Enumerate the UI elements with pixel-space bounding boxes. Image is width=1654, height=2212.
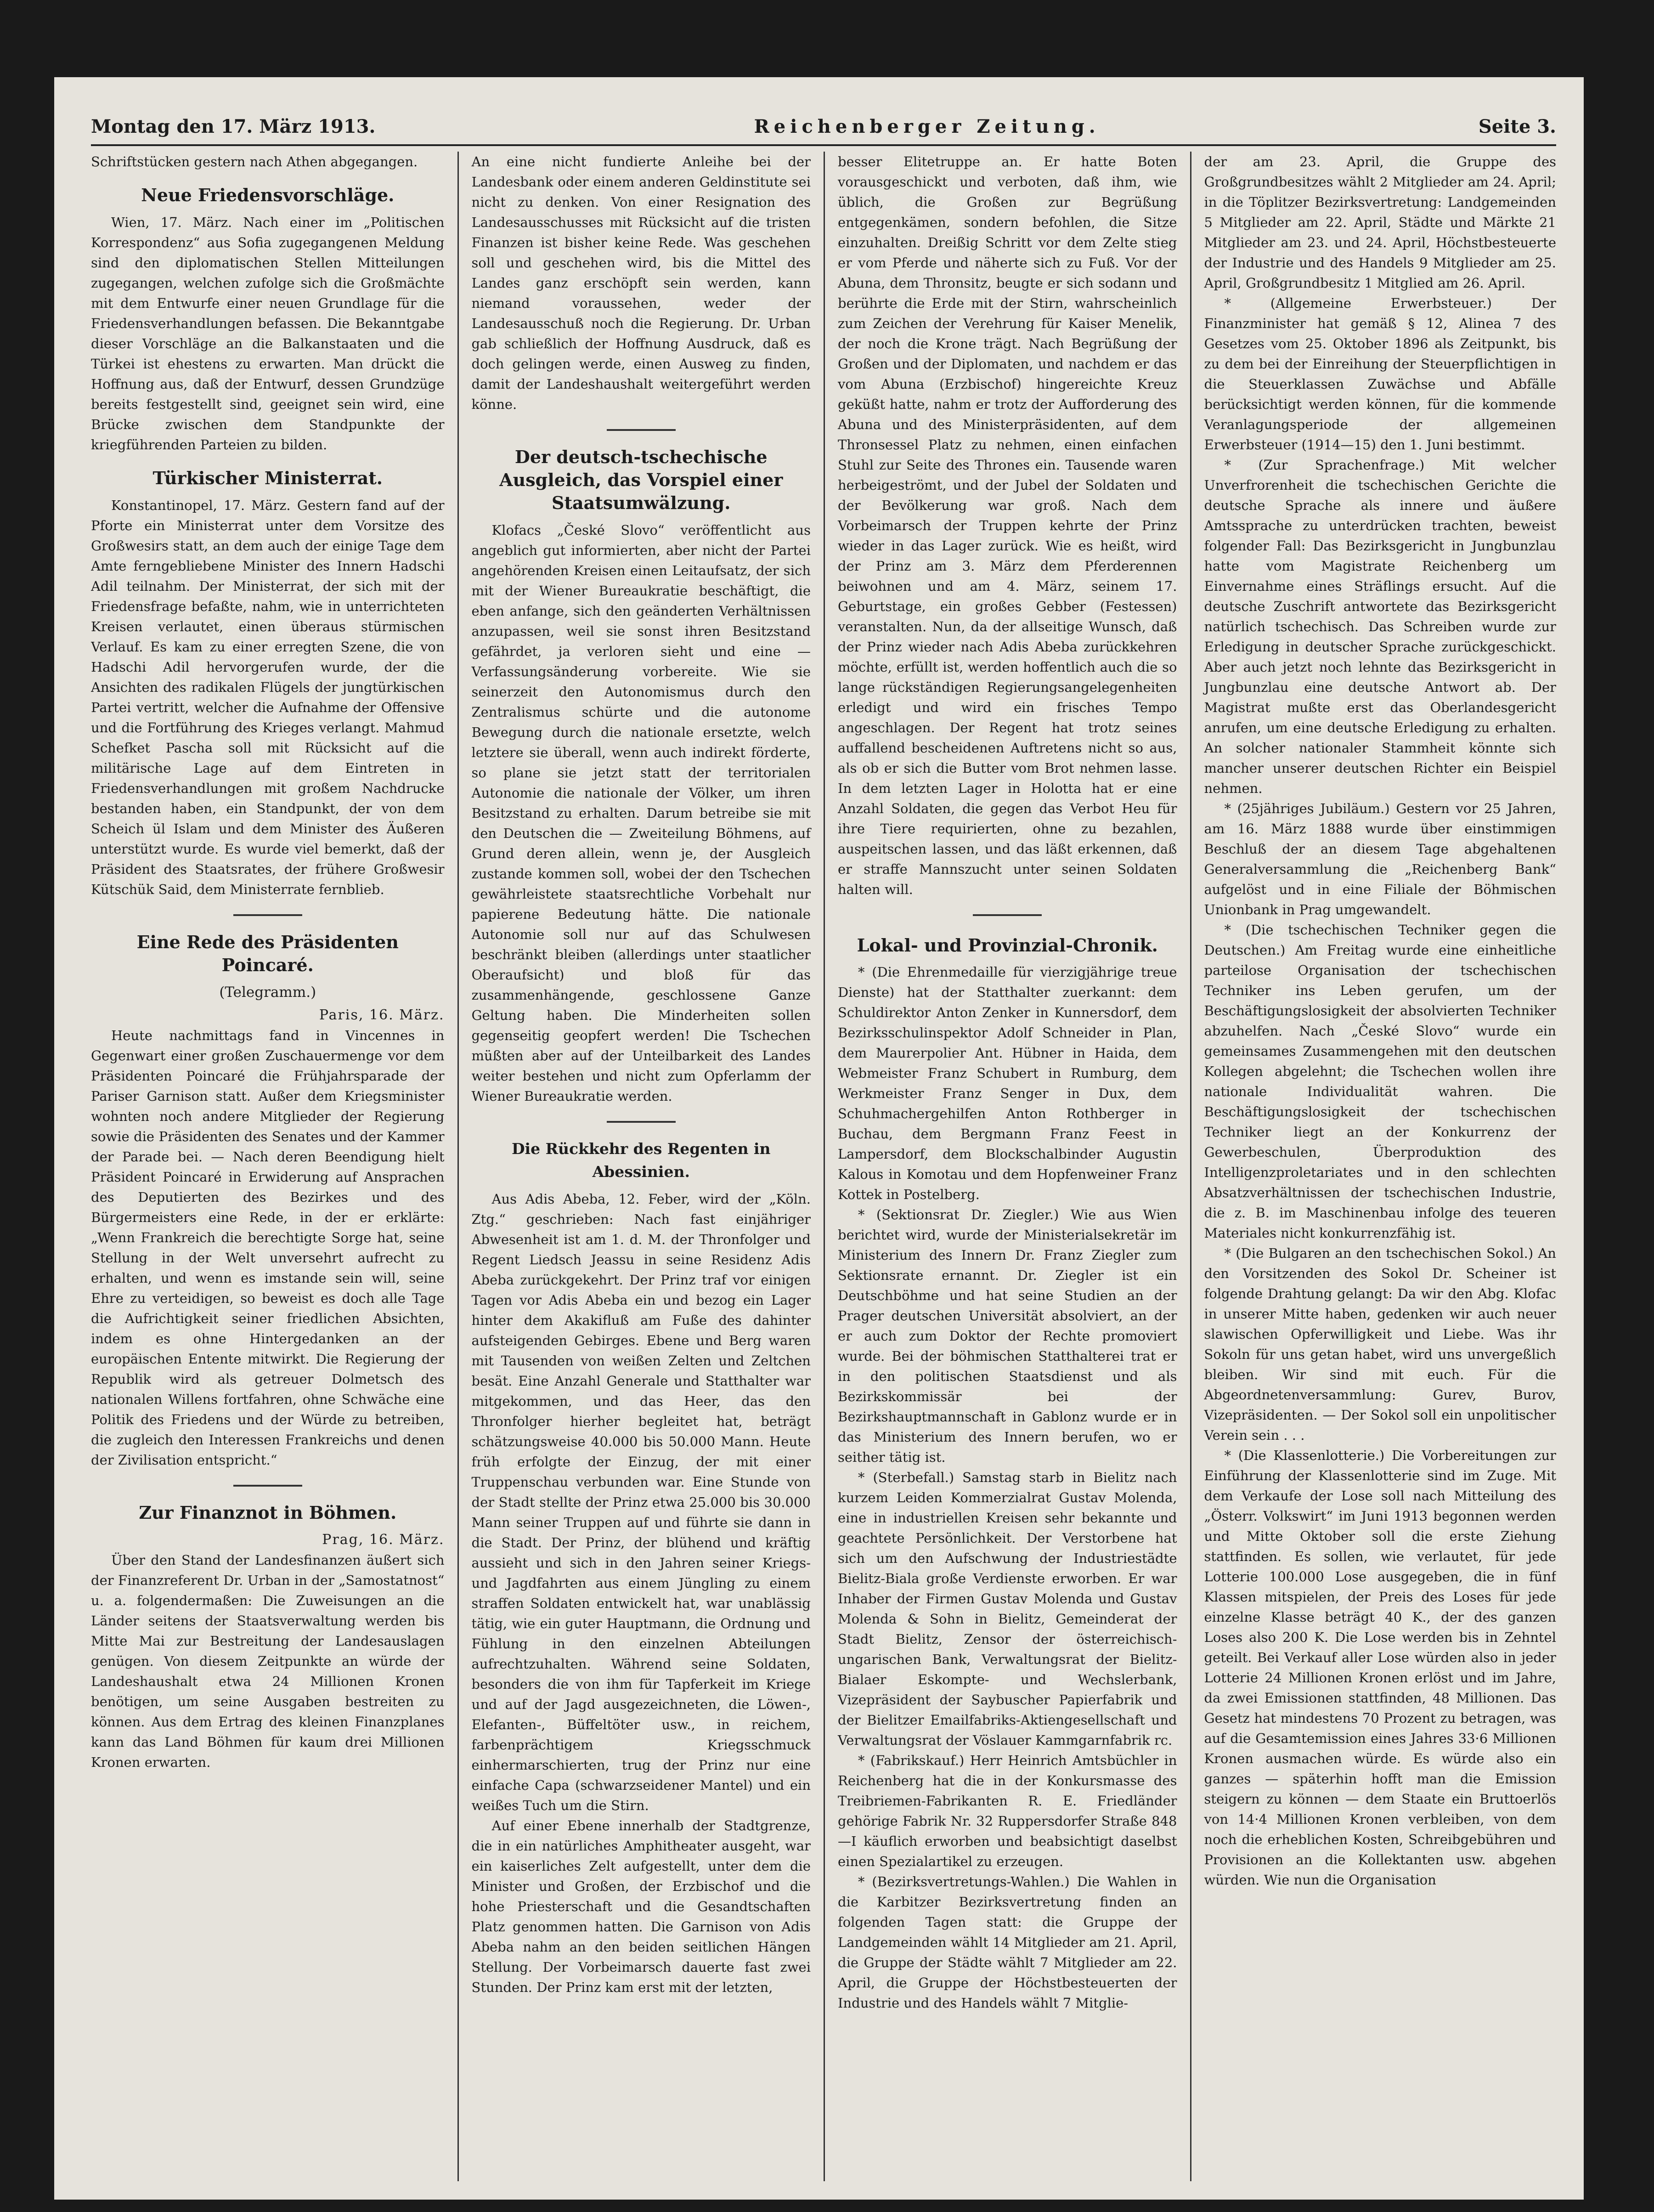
newspaper-title: Reichenberger Zeitung.	[754, 115, 1100, 137]
headline-poincare: Eine Rede des Präsidenten Poincaré.	[136, 932, 399, 975]
column-2	[457, 152, 824, 2181]
paragraph: * (Sektionsrat Dr. Ziegler.) Wie aus Wien berichtet wird, wurde der Ministerialsekretär im Ministerium des Innern Dr. Franz Ziegler zum Sektionsrate ernannt. Dr. Ziegler ist ein Deutschböhme und hat seine Studien an der Prager deutschen Universität absolviert, an der er auch zum Doktor der Rechte promoviert wurde. Bei der böhmischen Statthalterei trat er in den politischen Staatsdienst und als Bezirkskommissär bei der Bezirkshauptmannschaft in Gablonz wurde er in das Ministerium des Innern berufen, wo er seither tätig ist.	[838, 1207, 1177, 1465]
paragraph: * (Die tschechischen Techniker gegen die Deutschen.) Am Freitag wurde eine einheitliche parteilose Organisation der tschechischen Techniker ins Leben gerufen, um der Beschäftigungslosigkeit der absolvierten Techniker abzuhelfen. Nach „České Slovo“ wurde ein gemeinsames Zusammengehen mit den deutschen Kollegen abgelehnt; die Tschechen wollen ihre nationale Individualität wahren. Die Beschäftigungslosigkeit der tschechischen Techniker liegt an der Konkurrenz der Gewerbeschulen, Überproduktion des Intelligenzproletariates und in den schlechten Absatzverhältnissen der tschechischen Industrie, die z. B. im Maschinenbau infolge des teueren Materiales nicht konkurrenzfähig ist.	[1204, 922, 1556, 1241]
column-4	[1190, 152, 1557, 2181]
paragraph: * (Die Ehrenmedaille für vierzigjährige treue Dienste) hat der Statthalter zuerkannt: dem Schuldirektor Anton Zenker in Kunnersdorf, dem Bezirksschulinspektor Adolf Schneider in Plan, dem Maurerpolier Ant. Hübner in Haida, dem Webmeister Franz Schubert in Rumburg, dem Werkmeister Franz Senger in Dux, dem Schuhmachergehilfen Anton Rothberger in Buchau, dem Bergmann Franz Feest in Lampersdorf, dem Blockschalbinder Augustin Kalous in Komotau und dem Hopfenweiner Franz Kottek in Postelberg.	[838, 964, 1177, 1202]
paragraph: * (Die Bulgaren an den tschechischen Sokol.) An den Vorsitzenden des Sokol Dr. Scheiner ist folgende Drahtung gelangt: Da wir den Abg. Klofac in unserer Mitte haben, gedenken wir auch neuer slawischen Opferwilligkeit und Liebe. Was ihr Sokoln für uns getan habet, wird uns unvergeßlich bleiben. Wir sind mit euch. Für die Abgeordnetenversammlung: Gurev, Burov, Vizepräsidenten. — Der Sokol soll ein unpolitischer Verein sein . . .	[1204, 1245, 1556, 1443]
newspaper-page	[54, 77, 1584, 2200]
paragraph: Über den Stand der Landesfinanzen äußert sich der Finanzreferent Dr. Urban in der „Samostatnost“ u. a. folgendermaßen: Die Zuweisungen an die Länder seitens der Staatsverwaltung werden bis Mitte Mai zur Bestreitung der Landesauslagen genügen. Von diesem Zeitpunkte an würde der Landeshaushalt etwa 24 Millionen Kronen benötigen, um seine Ausgaben bestreiten zu können. Aus dem Ertrag des kleinen Finanzplanes kann das Land Böhmen für kaum drei Millionen Kronen erwarten.	[91, 1552, 445, 1770]
paragraph: An eine nicht fundierte Anleihe bei der Landesbank oder einem anderen Geldinstitute sei nicht zu denken. Von einer Resignation des Landesausschusses mit Rücksicht auf die tristen Finanzen ist bisher keine Rede. Was geschehen soll und geschehen wird, bis die Mittel des Landes ganz erschöpft sein werden, kann niemand voraussehen, weder der Landesausschuß noch die Regierung. Dr. Urban gab schließlich der Hoffnung Ausdruck, daß es doch gelingen werde, einen Ausweg zu finden, damit der Landeshaushalt weitergeführt werden könne.	[471, 154, 811, 412]
paragraph: * (Die Klassenlotterie.) Die Vorbereitungen zur Einführung der Klassenlotterie sind im Zuge. Mit dem Verkaufe der Lose soll nach Mitteilung des „Österr. Volkswirt“ im Juni 1913 begonnen werden und Mitte Oktober soll die erste Ziehung stattfinden. Es sollen, wie verlautet, für jede Lotterie 100.000 Lose ausgegeben, die in fünf Klassen mitspielen, der Preis des Loses für jede einzelne Klasse beträgt 40 K., der des ganzen Loses also 200 K. Die Lose werden bis in Zehntel geteilt. Bei Verkauf aller Lose würden also in jeder Lotterie 24 Millionen Kronen erlöst und im Jahre, da zwei Emissionen stattfinden, 48 Millionen. Das Gesetz hat mindestens 70 Prozent zu betragen, was auf die Gesamtemission eines Jahres 33·6 Millionen Kronen ausmachen würde. Es würde also ein ganzes — späterhin hofft man die Emission steigern zu können — dem Staate ein Bruttoerlös von 14·4 Millionen Kronen verbleiben, von dem noch die erheblichen Kosten, Schreibgebühren und Provisionen an die Kollektanten usw. abgehen würden. Wie nun die Organisation	[1204, 1448, 1556, 1888]
paragraph: Wien, 17. März. Nach einer im „Politischen Korrespondenz“ aus Sofia zugegangenen Meldung sind den diplomatischen Stellen Mitteilungen zugegangen, welchen zufolge sich die Großmächte mit dem Entwurfe einer neuen Grundlage für die Friedensverhandlungen befassen. Die Bekanntgabe dieser Vorschläge an die Balkanstaaten und die Türkei ist ehestens zu erwarten. Man drückt die Hoffnung aus, daß der Entwurf, dessen Grundzüge bereits festgestellt sind, geeignet sein wird, eine Brücke zwischen dem Standpunkte der kriegführenden Parteien zu bilden.	[91, 215, 445, 453]
paragraph: * (Zur Sprachenfrage.) Mit welcher Unverfrorenheit die tschechischen Gerichte die deutsche Sprache als innere und äußere Amtssprache zu unterdrücken trachten, beweist folgender Fall: Das Bezirksgericht in Jungbunzlau hatte vom Magistrate Reichenberg um Einvernahme eines Sträflings ersucht. Auf die deutsche Zuschrift antwortete das Bezirksgericht natürlich tschechisch. Das Schreiben wurde zur Erledigung in deutscher Sprache zurückgeschickt. Aber auch jetzt noch lehnte das Bezirksgericht in Jungbunzlau eine deutsche Antwort ab. Der Magistrat mußte erst das Oberlandesgericht anrufen, um eine deutsche Erledigung zu erhalten. An solcher nationaler Stammheit könnte sich mancher unserer deutschen Richter ein Beispiel nehmen.	[1204, 457, 1556, 796]
paragraph: Auf einer Ebene innerhalb der Stadtgrenze, die in ein natürliches Amphitheater ausgeht, war ein kaiserliches Zelt aufgestellt, unter dem die Minister und Großen, der Erzbischof und die hohe Priesterschaft und die Gesandtschaften Platz genommen hatten. Die Garnison von Adis Abeba nahm an den beiden seitlichen Hängen Stellung. Der Vorbeimarsch dauerte fast zwei Stunden. Der Prinz kam erst mit der letzten,	[471, 1818, 811, 1995]
header-rule	[91, 144, 1556, 146]
paragraph: Heute nachmittags fand in Vincennes in Gegenwart einer großen Zuschauermenge vor dem Präsidenten Poincaré die Frühjahrsparade der Pariser Garnison statt. Außer dem Kriegsminister wohnten noch andere Mitglieder der Regierung sowie die Präsidenten des Senates und der Kammer der Parade bei. — Nach deren Beendigung hielt Präsident Poincaré in Erwiderung auf Ansprachen des Deputierten des Bezirkes und des Bürgermeisters eine Rede, in der er erklärte: „Wenn Frankreich die berechtigte Sorge hat, seine Stellung in der Welt unversehrt aufrecht zu erhalten, und wenn es imstande sein will, seine Ehre zu verteidigen, so beweist es doch alle Tage die Aufrichtigkeit seiner friedlichen Absichten, indem es ohne Hintergedanken an der europäischen Entente mitwirkt. Die Regierung der Republik wird als getreuer Dolmetsch des nationalen Willens fortfahren, ohne Schwäche eine Politik des Friedens und der Würde zu betreiben, die zugleich den Interessen Frankreichs und denen der Zivilisation entspricht.“	[91, 1028, 445, 1468]
headline-finanznot: Zur Finanznot in Böhmen.	[139, 1502, 397, 1523]
paragraph: Schriftstücken gestern nach Athen abgegangen.	[91, 154, 418, 170]
divider	[607, 429, 676, 431]
paragraph: Aus Adis Abeba, 12. Feber, wird der „Köln. Ztg.“ geschrieben: Nach fast einjähriger Abwesenheit ist am 1. d. M. der Thronfolger und Regent Liedsch Jeassu in seine Residenz Adis Abeba zurückgekehrt. Der Prinz traf vor einigen Tagen vor Adis Abeba ein und bezog ein Lager hinter dem Akakifluß am Fuße des dahinter aufsteigenden Gebirges. Ebene und Berg waren mit Tausenden von weißen Zelten und Zeltchen besät. Eine Anzahl Generale und Statthalter war mitgekommen, und das Heer, das den Thronfolger hierher begleitet hat, beträgt schätzungsweise 40.000 bis 50.000 Mann. Heute früh erfolgte der Einzug, der mit einer Truppenschau verbunden war. Eine Stunde von der Stadt stellte der Prinz etwa 25.000 bis 30.000 Mann seiner Truppen auf und führte sie dann in die Stadt. Der Prinz, der blühend und kräftig aussieht und sich in den Jahren seiner Kriegs- und Jagdfahrten aus einem Jüngling zu einem straffen Soldaten entwickelt hat, war unablässig tätig, wie ein guter Hauptmann, die Ordnung und Fühlung in den einzelnen Abteilungen aufrechtzuhalten. Während seine Soldaten, besonders die von ihm für Tapferkeit im Kriege und auf der Jagd ausgezeichneten, die Löwen-, Elefanten-, Büffeltöter usw., in reichem, farbenprächtigem Kriegsschmuck einhermarschierten, trug der Prinz nur eine einfache Capa (schwarzseidener Mantel) und ein weißes Tuch um die Stirn.	[471, 1191, 811, 1813]
headline-ausgleich: Der deutsch-tschechische Ausgleich, das Vorspiel einer Staatsumwälzung.	[499, 447, 783, 513]
column-1	[91, 152, 457, 2181]
dateline: Prag, 16. März.	[322, 1532, 445, 1548]
section-heading-lokal-chronik: Lokal- und Provinzial-Chronik.	[857, 935, 1158, 956]
paragraph: * (Fabrikskauf.) Herr Heinrich Amtsbüchler in Reichenberg hat die in der Konkursmasse des Treibriemen-Fabrikanten R. E. Friedländer gehörige Fabrik Nr. 32 Ruppersdorfer Straße 848—I käuflich erworben und beabsichtigt daselbst einen Spezialartikel zu erzeugen.	[838, 1753, 1177, 1869]
paragraph: * (Bezirksvertretungs-Wahlen.) Die Wahlen in die Karbitzer Bezirksvertretung finden an folgenden Tagen statt: die Gruppe der Landgemeinden wählt 14 Mitglieder am 21. April, die Gruppe der Städte wählt 7 Mitglieder am 22. April, die Gruppe der Höchstbesteuerten der Industrie und des Handels wählt 7 Mitglie-	[838, 1874, 1177, 2011]
paragraph: * (25jähriges Jubiläum.) Gestern vor 25 Jahren, am 16. März 1888 wurde über einstimmigen Beschluß der an diesem Tage abgehaltenen Generalversammlung die „Reichenberg Bank“ aufgelöst und in eine Filiale der Böhmischen Unionbank in Prag umgewandelt.	[1204, 801, 1556, 917]
divider	[607, 1121, 676, 1123]
headline-ministerrat: Türkischer Ministerrat.	[152, 468, 383, 488]
header-date: Montag den 17. März 1913.	[91, 115, 376, 137]
paragraph: der am 23. April, die Gruppe des Großgrundbesitzes wählt 2 Mitglieder am 24. April; in die Töplitzer Bezirksvertretung: Landgemeinden 5 Mitglieder am 22. April, Städte und Märkte 21 Mitglieder am 23. und 24. April, Höchstbesteuerte der Industrie und des Handels 9 Mitglieder am 25. April, Großgrundbesitz 1 Mitglied am 26. April.	[1204, 154, 1556, 291]
page-header	[91, 110, 1556, 142]
headline-friedensvorschlaege: Neue Friedensvorschläge.	[141, 185, 395, 205]
paragraph: Klofacs „České Slovo“ veröffentlicht aus angeblich gut informierten, aber nicht der Partei angehörenden Kreisen einen Leitaufsatz, der sich mit der Wiener Bureaukratie beschäftigt, die eben anfange, sich den geänderten Verhältnissen anzupassen, weil sie sonst ihren Besitzstand gefährdet, ja verloren sieht und eine — Verfassungsänderung vorbereite. Wie sie seinerzeit den Autonomismus durch den Zentralismus schürte und die autonome Bewegung durch die nationale ersetzte, welch letztere sie überall, wenn auch indirekt förderte, so plane sie jetzt statt der territorialen Autonomie die nationale der Völker, um ihren Besitzstand zu erhalten. Darum betreibe sie mit den Deutschen die — Zweiteilung Böhmens, auf Grund deren allein, wenn je, der Ausgleich zustande kommen soll, wobei der den Tschechen gewährleistete staatsrechtliche Vorbehalt nur papierene Bedeutung hätte. Die nationale Autonomie soll nur auf das Schulwesen beschränkt bleiben (allerdings unter staatlicher Oberaufsicht) und bloß für das zusammenhängende, geschlossene Ganze Geltung haben. Die Minderheiten sollen gegenseitig geopfert werden! Die Tschechen müßten aber auf der Unteilbarkeit des Landes weiter bestehen und nicht zum Opferlamm der Wiener Bureaukratie werden.	[471, 522, 811, 1104]
column-3	[824, 152, 1190, 2181]
paragraph: * (Sterbefall.) Samstag starb in Bielitz nach kurzem Leiden Kommerzialrat Gustav Molenda, eine in industriellen Kreisen sehr bekannte und geachtete Persönlichkeit. Der Verstorbene hat sich um den Aufschwung der Industriestädte Bielitz-Biala große Verdienste erworben. Er war Inhaber der Firmen Gustav Molenda und Gustav Molenda & Sohn in Bielitz, Gemeinderat der Stadt Bielitz, Zensor der österreichisch-ungarischen Bank, Verwaltungsrat der Bielitz-Bialaer Eskompte- und Wechslerbank, Vizepräsident der Saybuscher Papierfabrik und der Bielitzer Emailfabriks-Aktiengesellschaft und Verwaltungsrat der Vöslauer Kammgarnfabrik rc.	[838, 1470, 1177, 1748]
dateline: Paris, 16. März.	[319, 1007, 445, 1023]
paragraph: besser Elitetruppe an. Er hatte Boten vorausgeschickt und verboten, daß ihm, wie üblich, die Großen zur Begrüßung entgegenkämen, sondern befohlen, die Sitze einzuhalten. Dreißig Schritt vor dem Zelte stieg er vom Pferde und näherte sich zu Fuß. Vor der Abuna, dem Thronsitz, beugte er sich sodann und berührte die Erde mit der Stirn, wahrscheinlich zum Zeichen der Verehrung für Kaiser Menelik, der noch die Krone trägt. Nach Begrüßung der Großen und der Diplomaten, und nachdem er das vom Abuna (Erzbischof) hingereichte Kreuz geküßt hatte, nahm er trotz der Aufforderung des Abuna und des Ministerpräsidenten, auf dem Thronsessel Platz zu nehmen, einen einfachen Stuhl zur Seite des Thrones ein. Tausende waren herbeigeströmt, und der Jubel der Soldaten und der Bevölkerung war groß. Nach dem Vorbeimarsch der Truppen kehrte der Prinz wieder in das Lager zurück. Wie es heißt, wird der Prinz am 3. März dem Pferderennen beiwohnen und am 4. März, seinem 17. Geburtstage, ein großes Gebber (Festessen) veranstalten. Nun, da der allseitige Wunsch, daß der Prinz wieder nach Adis Abeba zurückkehren möchte, erfüllt ist, werden hoffentlich auch die so lange rückständigen Regierungsangelegenheiten erledigt und wird ein frisches Tempo angeschlagen. Der Regent hat trotz seines auffallend bescheidenen Auftretens nicht so aus, als ob er sich die Butter vom Brot nehmen lasse. In dem letzten Lager in Holotta hat er eine Anzahl Soldaten, die gegen das Verbot Heu für ihre Tiere requirierten, ohne zu bezahlen, auspeitschen lassen, und das läßt erkennen, daß er straffe Mannszucht unter seinen Soldaten halten will.	[838, 154, 1177, 897]
article-columns	[91, 152, 1556, 2181]
divider	[233, 1485, 302, 1487]
subline-telegramm: (Telegramm.)	[219, 984, 316, 1001]
page-number: Seite 3.	[1478, 115, 1556, 137]
headline-regent: Die Rückkehr des Regenten in Abessinien.	[511, 1140, 771, 1181]
paragraph: Konstantinopel, 17. März. Gestern fand auf der Pforte ein Ministerrat unter dem Vorsitze des Großwesirs statt, an dem auch der einige Tage dem Amte ferngebliebene Minister des Innern Hadschi Adil teilnahm. Der Ministerrat, der sich mit der Friedensfrage befaßte, nahm, wie in unterrichteten Kreisen verlautet, einen überaus stürmischen Verlauf. Es kam zu einer erregten Szene, die von Hadschi Adil hervorgerufen wurde, der die Ansichten des radikalen Flügels der jungtürkischen Partei vertritt, welcher die Aufnahme der Offensive und die Fortführung des Krieges verlangt. Mahmud Schefket Pascha soll mit Rücksicht auf die militärische Lage auf dem Eintreten in Friedensverhandlungen mit großem Nachdrucke bestanden haben, ein Standpunkt, der von dem Scheich ül Islam und dem Minister des Äußeren unterstützt wurde. Es wurde viel bemerkt, daß der Präsident des Staatsrates, der frühere Großwesir Kütschük Said, dem Ministerrate fernblieb.	[91, 498, 445, 897]
divider	[233, 914, 302, 916]
paragraph: * (Allgemeine Erwerbsteuer.) Der Finanzminister hat gemäß § 12, Alinea 7 des Gesetzes vom 25. Oktober 1896 als Zeitpunkt, bis zu dem bei der Einreihung der Steuerpflichtigen in die Steuerklassen Zuwächse und Abfälle berücksichtigt werden können, für die kommende Veranlagungsperiode der allgemeinen Erwerbsteuer (1914—15) den 1. Juni bestimmt.	[1204, 295, 1556, 453]
divider	[973, 914, 1042, 916]
